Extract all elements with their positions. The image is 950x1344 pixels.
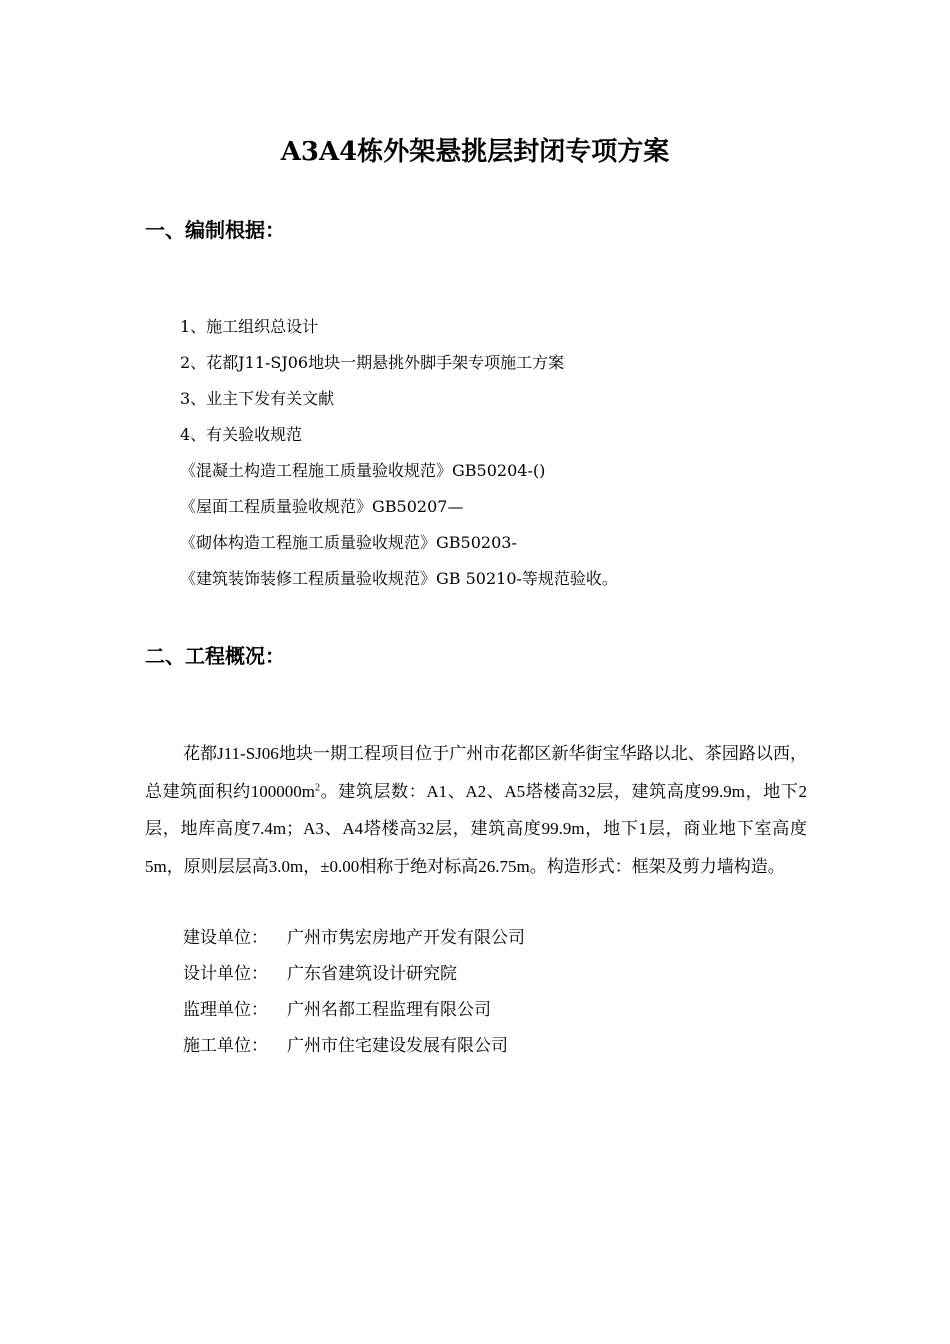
overview-paragraph bbox=[145, 735, 807, 885]
standard-item: 《屋面工程质量验收规范》GB50207— bbox=[180, 497, 464, 516]
document-title: A3A4栋外架悬挑层封闭专项方案 bbox=[280, 137, 670, 167]
overview-text-part1: 花都J11-SJ06地块一期工程项目位于广州市花都区新华街宝华路以北、茶园路以西，总建筑面积约100000m bbox=[145, 744, 807, 801]
unit-label: 设计单位： bbox=[183, 964, 268, 984]
unit-row bbox=[183, 920, 525, 956]
unit-row bbox=[183, 1028, 525, 1064]
section-heading-overview: 二、工程概况： bbox=[145, 644, 285, 668]
unit-value: 广州市隽宏房地产开发有限公司 bbox=[287, 928, 525, 948]
unit-value: 广州名都工程监理有限公司 bbox=[287, 1000, 491, 1020]
unit-value: 广州市住宅建设发展有限公司 bbox=[287, 1036, 508, 1056]
area-unit-superscript: 2 bbox=[314, 781, 320, 793]
list-item: 4、有关验收规范 bbox=[180, 425, 303, 444]
standard-item: 《砌体构造工程施工质量验收规范》GB50203- bbox=[180, 533, 517, 552]
unit-label: 建设单位： bbox=[183, 928, 268, 948]
basis-list bbox=[180, 309, 618, 597]
unit-label: 监理单位： bbox=[183, 1000, 268, 1020]
unit-value: 广东省建筑设计研究院 bbox=[287, 964, 457, 984]
standard-item: 《混凝土构造工程施工质量验收规范》GB50204-() bbox=[180, 461, 546, 480]
list-item: 3、业主下发有关文献 bbox=[180, 389, 335, 408]
overview-text-part2: 。建筑层数：A1、A2、A5塔楼高32层，建筑高度99.9m，地下2层，地库高度7.4m；A3、A4塔楼高32层，建筑高度99.9m，地下1层，商业地下室高度5m，原则层层高3.0m，±0.00相称于绝对标高26.75m。构造形式：框架及剪力墙构造。 bbox=[145, 781, 807, 876]
list-item: 1、施工组织总设计 bbox=[180, 317, 319, 336]
standard-item: 《建筑装饰装修工程质量验收规范》GB 50210-等规范验收。 bbox=[180, 569, 618, 588]
unit-label: 施工单位： bbox=[183, 1036, 268, 1056]
project-units-list bbox=[183, 920, 525, 1064]
section-heading-basis: 一、编制根据： bbox=[145, 218, 285, 242]
unit-row bbox=[183, 992, 525, 1028]
unit-row bbox=[183, 956, 525, 992]
list-item: 2、花都J11-SJ06地块一期悬挑外脚手架专项施工方案 bbox=[180, 353, 565, 372]
